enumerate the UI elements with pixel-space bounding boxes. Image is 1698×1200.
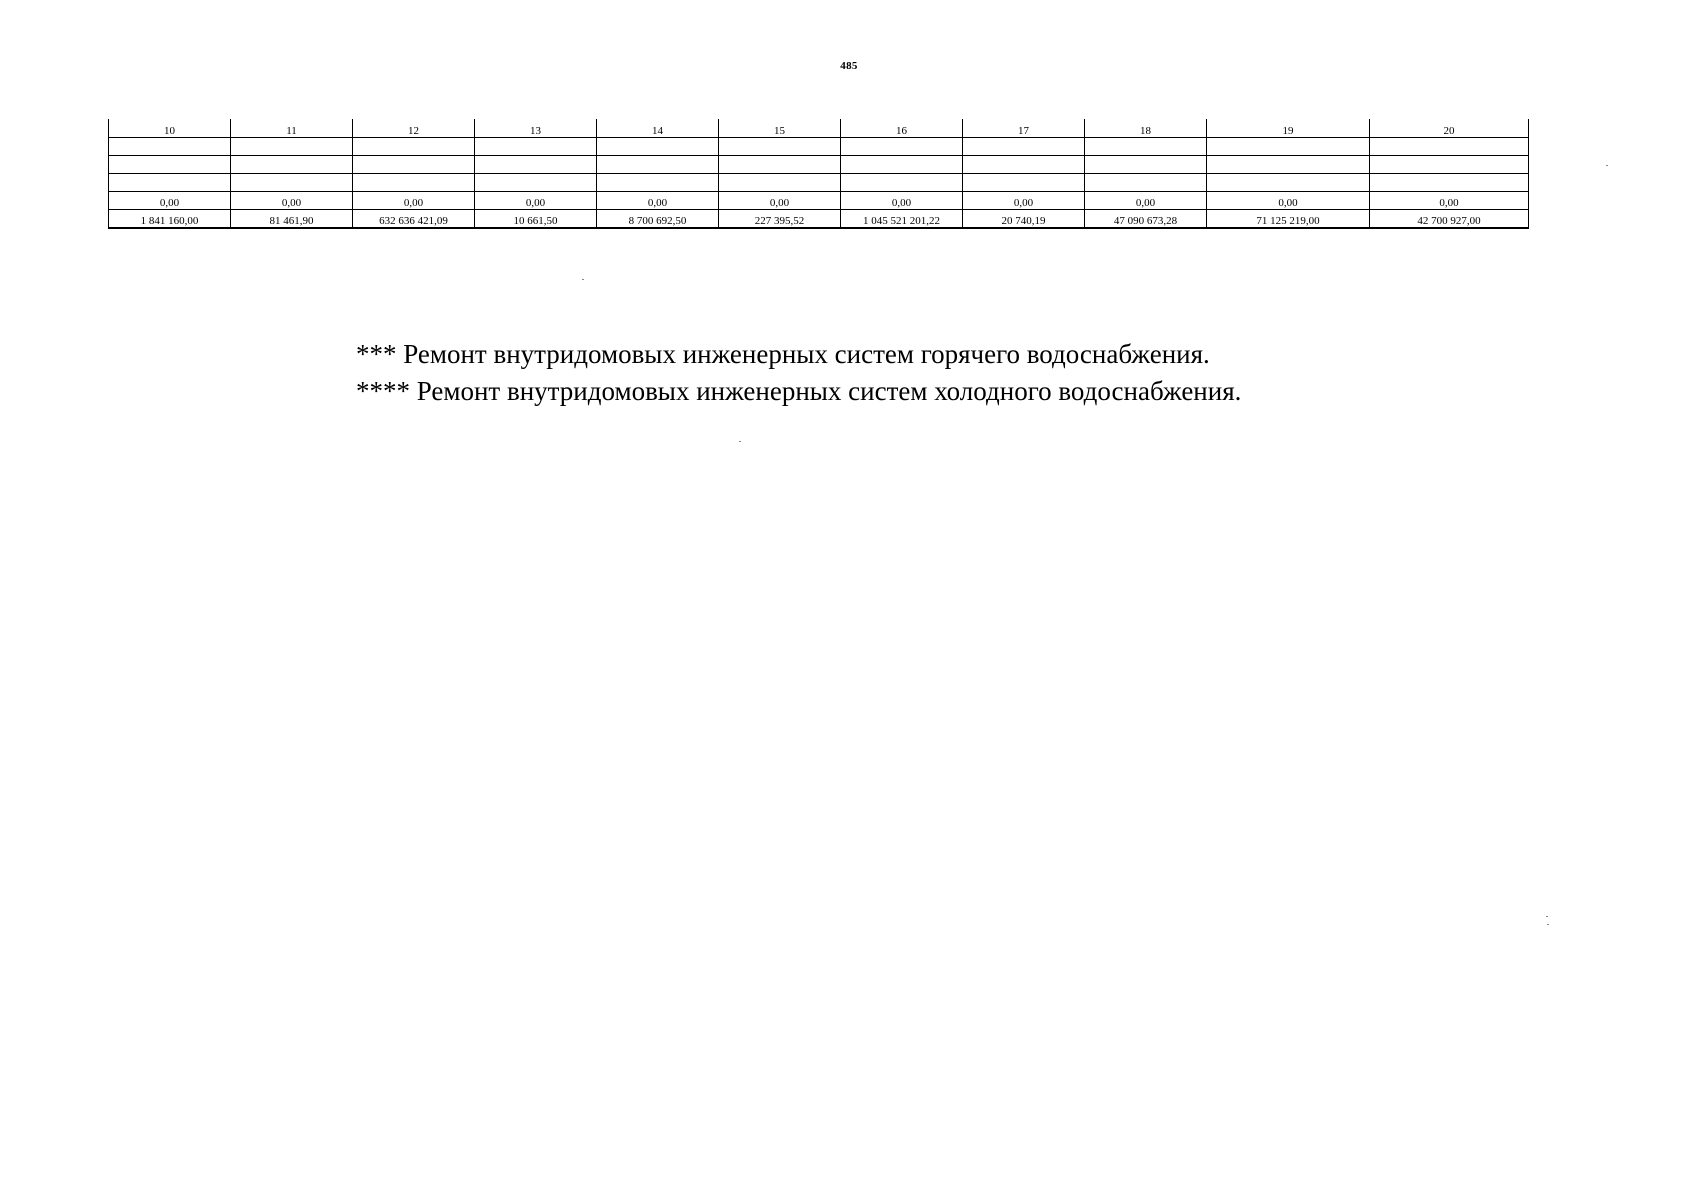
table-cell <box>475 138 597 156</box>
table-cell <box>597 174 719 192</box>
table-cell: 0,00 <box>109 192 231 210</box>
table-cell <box>1207 174 1370 192</box>
table-cell <box>231 174 353 192</box>
table-cell: 20 740,19 <box>963 210 1085 229</box>
table-cell <box>597 138 719 156</box>
table-row-empty <box>109 138 1529 156</box>
column-header: 11 <box>231 119 353 138</box>
table-cell <box>353 174 475 192</box>
table-cell <box>719 174 841 192</box>
table-cell <box>231 138 353 156</box>
table-cell <box>841 138 963 156</box>
table-cell <box>1085 156 1207 174</box>
table-cell <box>1207 156 1370 174</box>
table-cell: 1 841 160,00 <box>109 210 231 229</box>
table-header-row <box>109 119 1529 138</box>
table-cell: 0,00 <box>963 192 1085 210</box>
table-cell <box>841 156 963 174</box>
table-cell <box>109 174 231 192</box>
table-cell <box>841 174 963 192</box>
scan-speck <box>582 279 584 280</box>
footnotes <box>356 336 1241 410</box>
scan-speck <box>1546 916 1548 917</box>
table-cell <box>1085 174 1207 192</box>
table-cell <box>353 138 475 156</box>
table-cell: 0,00 <box>1207 192 1370 210</box>
table-cell <box>963 156 1085 174</box>
table-cell <box>353 156 475 174</box>
table-cell: 0,00 <box>353 192 475 210</box>
table-row-zero <box>109 192 1529 210</box>
table-cell: 47 090 673,28 <box>1085 210 1207 229</box>
column-header: 15 <box>719 119 841 138</box>
page-number: 485 <box>840 60 858 72</box>
table-cell <box>475 174 597 192</box>
column-header: 13 <box>475 119 597 138</box>
table-cell <box>109 138 231 156</box>
table-cell: 0,00 <box>597 192 719 210</box>
table-cell: 1 045 521 201,22 <box>841 210 963 229</box>
table-cell <box>719 156 841 174</box>
footnote-hot-water: *** Ремонт внутридомовых инженерных систем горячего водоснабжения. <box>356 339 1210 369</box>
table-cell: 632 636 421,09 <box>353 210 475 229</box>
column-header: 20 <box>1370 119 1529 138</box>
table-cell: 0,00 <box>719 192 841 210</box>
column-header: 16 <box>841 119 963 138</box>
table-row-empty <box>109 156 1529 174</box>
table-cell <box>963 174 1085 192</box>
scan-speck <box>1606 165 1608 166</box>
table-cell <box>1370 156 1529 174</box>
table-cell <box>231 156 353 174</box>
table-cell: 81 461,90 <box>231 210 353 229</box>
column-header: 12 <box>353 119 475 138</box>
table-cell: 8 700 692,50 <box>597 210 719 229</box>
column-header: 18 <box>1085 119 1207 138</box>
table-cell: 0,00 <box>231 192 353 210</box>
scan-speck <box>739 441 741 442</box>
table-cell: 71 125 219,00 <box>1207 210 1370 229</box>
table-cell: 42 700 927,00 <box>1370 210 1529 229</box>
table-cell: 10 661,50 <box>475 210 597 229</box>
column-header: 17 <box>963 119 1085 138</box>
table-cell <box>1370 174 1529 192</box>
column-header: 19 <box>1207 119 1370 138</box>
table-cell: 0,00 <box>1085 192 1207 210</box>
column-header: 14 <box>597 119 719 138</box>
table-cell <box>1370 138 1529 156</box>
column-header: 10 <box>109 119 231 138</box>
table-cell: 0,00 <box>475 192 597 210</box>
data-table <box>108 119 1529 229</box>
footnote-cold-water: **** Ремонт внутридомовых инженерных систем холодного водоснабжения. <box>356 376 1242 406</box>
table-cell <box>1207 138 1370 156</box>
table-cell: 227 395,52 <box>719 210 841 229</box>
table-row-empty <box>109 174 1529 192</box>
table-cell: 0,00 <box>841 192 963 210</box>
table-cell <box>719 138 841 156</box>
table-cell <box>963 138 1085 156</box>
table-row-total <box>109 210 1529 229</box>
table-cell <box>597 156 719 174</box>
table-cell <box>475 156 597 174</box>
scan-speck <box>1547 924 1549 925</box>
table-cell: 0,00 <box>1370 192 1529 210</box>
table-cell <box>1085 138 1207 156</box>
table-cell <box>109 156 231 174</box>
